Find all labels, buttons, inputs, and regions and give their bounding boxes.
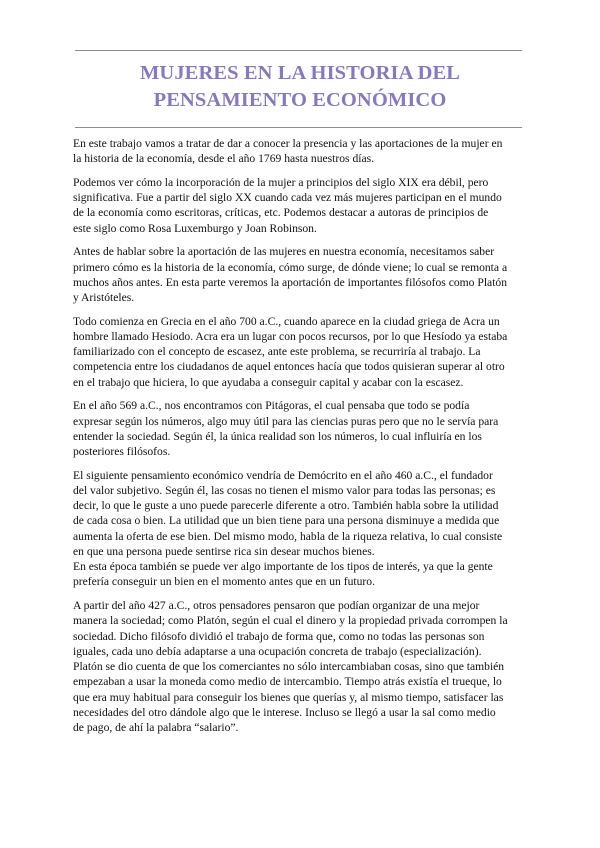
text-line: significativa. Fue a partir del siglo XX cuando cada vez más mujeres participan en el mundo [73, 191, 502, 205]
text-line: empezaban a usar la moneda como medio de intercambio. Tiempo atrás existía el trueque, lo [73, 675, 502, 689]
paragraph [73, 598, 533, 735]
paragraph [73, 136, 533, 167]
text-line: que era muy habitual para conseguir los bienes que querías y, al mismo tiempo, satisfacer las [73, 690, 504, 704]
text-line: El siguiente pensamiento económico vendría de Demócrito en el año 460 a.C., el fundador [73, 468, 493, 482]
text-line: de pago, de ahí la palabra “salario”. [73, 721, 239, 735]
text-line: prefería conseguir un bien en el momento antes que en un futuro. [73, 575, 375, 589]
text-line: expresar según los números, algo muy útil para las ciencias puras pero que no le servía para [73, 414, 499, 428]
text-line: competencia entre los ciudadanos de aquel entonces hacía que todos quisieran superar al otro [73, 360, 505, 374]
text-line: en el trabajo que hiciera, lo que ayudaba a conseguir capital y acabar con la escasez. [73, 375, 464, 389]
text-line: este siglo como Rosa Luxemburgo y Joan Robinson. [73, 221, 317, 235]
text-line: posteriores filósofos. [73, 445, 171, 459]
text-line: de cada cosa o bien. La utilidad que un bien tiene para una persona disminuye a medida que [73, 514, 500, 528]
text-line: entender la sociedad. Según él, la única realidad son los números, lo cual influiría en los [73, 429, 482, 443]
title-divider [75, 127, 522, 128]
text-line: familiarizado con el concepto de escasez, ante este problema, se recurriría al trabajo. La [73, 345, 481, 359]
text-line: iguales, cada uno debía adaptarse a una ocupación concreta de trabajo (especialización). [73, 644, 482, 658]
paragraph [73, 398, 533, 459]
text-line: Antes de hablar sobre la aportación de las mujeres en nuestra economía, necesitamos saber [73, 245, 495, 259]
text-line: en que una persona puede sentirse rica sin desear muchos bienes. [73, 544, 375, 558]
text-line: sociedad. Dicho filósofo dividió el trabajo de forma que, como no todas las personas son [73, 629, 485, 643]
title-line: PENSAMIENTO ECONÓMICO [153, 89, 447, 111]
text-line: la historia de la economía, desde el año 1769 hasta nuestros días. [73, 152, 375, 166]
text-line: muchos años antes. En esta parte veremos la aportación de importantes filósofos como Platón [73, 275, 508, 289]
top-divider [75, 50, 522, 51]
document-body [73, 136, 533, 744]
text-line: Platón se dio cuenta de que los comerciantes no sólo intercambiaban cosas, sino que también [73, 660, 505, 674]
text-line: y Aristóteles. [73, 291, 135, 305]
text-line: A partir del año 427 a.C., otros pensadores pensaron que podían organizar de una mejor [73, 599, 480, 613]
text-line: de la economía como escritoras, críticas, etc. Podemos destacar a autoras de principios de [73, 206, 489, 220]
text-line: Podemos ver cómo la incorporación de la mujer a principios del siglo XIX era débil, pero [73, 175, 489, 189]
paragraph [73, 314, 533, 390]
text-line: decir, lo que le guste a uno puede parecerle diferente a otro. También habla sobre la utilidad [73, 499, 499, 513]
title-line: MUJERES EN LA HISTORIA DEL [139, 62, 461, 84]
paragraph [73, 468, 533, 590]
text-line: En este trabajo vamos a tratar de dar a conocer la presencia y las aportaciones de la mujer en [73, 137, 503, 150]
page-title [0, 60, 600, 114]
text-line: necesidades del otro dándole algo que le interese. Incluso se llegó a usar la sal como medio [73, 705, 496, 719]
text-line: primero cómo es la historia de la economía, cómo surge, de dónde viene; lo cual se remonta a [73, 260, 508, 274]
text-line: Todo comienza en Grecia en el año 700 a.C., cuando aparece en la ciudad griega de Acra un [73, 314, 500, 328]
text-line: En el año 569 a.C., nos encontramos con Pitágoras, el cual pensaba que todo se podía [73, 399, 470, 413]
text-line: hombre llamado Hesiodo. Acra era un lugar con pocos recursos, por lo que Hesíodo ya estaba [73, 329, 508, 343]
text-line: manera la sociedad; como Platón, según el cual el dinero y la propiedad privada corrompen la [73, 614, 508, 628]
paragraph [73, 175, 533, 236]
text-line: En esta época también se puede ver algo importante de los tipos de interés, ya que la gente [73, 560, 493, 574]
text-line: aumenta la oferta de ese bien. Del mismo modo, habla de la riqueza relativa, lo cual consiste [73, 529, 503, 543]
text-line: del valor subjetivo. Según él, las cosas no tienen el mismo valor para todas las personas; es [73, 483, 496, 497]
paragraph [73, 244, 533, 305]
